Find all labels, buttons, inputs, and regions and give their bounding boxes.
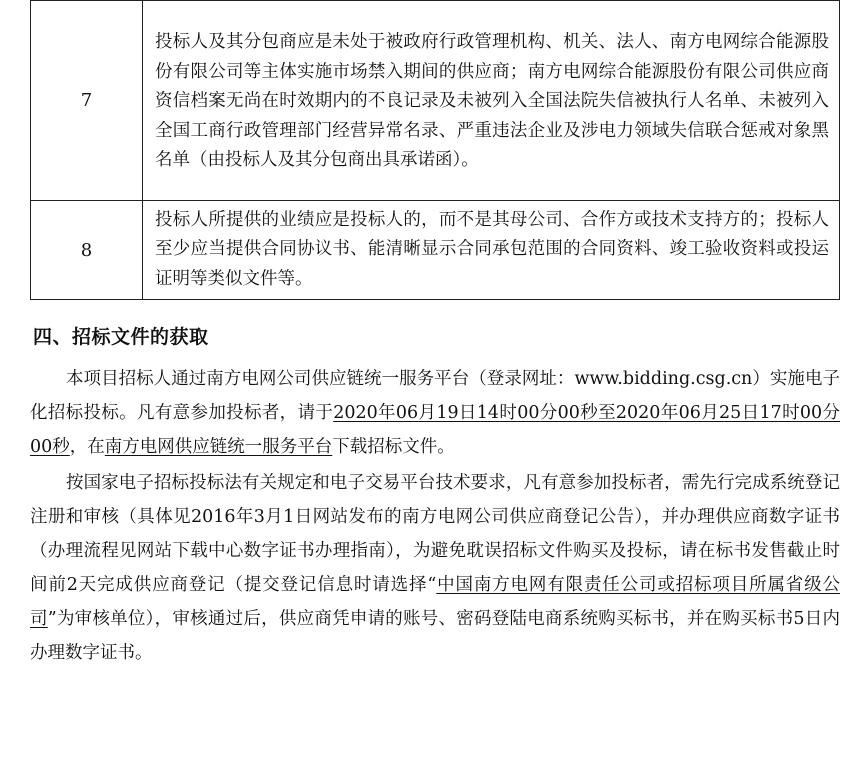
paragraph-text: ”为审核单位），审核通过后，供应商凭申请的账号、密码登陆电商系统购买标书，并在购买标书5日内办理数字证书。 (30, 609, 841, 663)
table-row (31, 1, 840, 201)
requirement-text: 投标人及其分包商应是未处于被政府行政管理机构、机关、法人、南方电网综合能源股份有限公司等主体实施市场禁入期间的供应商；南方电网综合能源股份有限公司供应商资信档案无尚在时效期内的不良记录及未被列入全国法院失信被执行人名单、未被列入全国工商行政管理部门经营异常名录、严重违法企业及涉电力领域失信联合惩戒对象黑名单（由投标人及其分包商出具承诺函）。 (143, 1, 840, 201)
auditor-unit: 中国南方电网有限责任公司或招标项目所属省级公司 (30, 575, 840, 629)
paragraph-text: 按国家电子招标投标法有关规定和电子交易平台技术要求，凡有意参加投标者，需先行完成系统登记注册和审核（具体见2016年3月1日网站发布的南方电网公司供应商登记公告），并办理供应商数字证书（办理流程见网站下载中心数字证书办理指南），为避免耽误招标文件购买及投标，请在标书发售截止时间前2天完成供应商登记（提交登记信息时请选择“ (30, 473, 840, 595)
paragraph-registration (30, 466, 840, 670)
paragraph-text: 本项目招标人通过南方电网公司供应链统一服务平台（登录网址：www.bidding.csg.cn）实施电子化招标投标。凡有意参加投标者，请于 (30, 369, 840, 423)
download-period: 2020年06月19日14时00分00秒至2020年06月25日17时00分00秒 (30, 403, 841, 457)
row-number: 7 (31, 1, 143, 201)
requirement-text: 投标人所提供的业绩应是投标人的，而不是其母公司、合作方或技术支持方的；投标人至少应当提供合同协议书、能清晰显示合同承包范围的合同资料、竣工验收资料或投运证明等类似文件等。 (143, 201, 840, 300)
paragraph-text: ，在 (69, 437, 105, 457)
section-heading: 四、招标文件的获取 (33, 326, 209, 348)
paragraph-text: 下载招标文件。 (332, 437, 455, 457)
requirements-table (30, 0, 840, 300)
paragraph-document-acquisition (30, 362, 840, 464)
row-number: 8 (31, 201, 143, 300)
platform-name: 南方电网供应链统一服务平台 (104, 437, 333, 457)
table-row (31, 201, 840, 300)
section-body (30, 362, 840, 670)
